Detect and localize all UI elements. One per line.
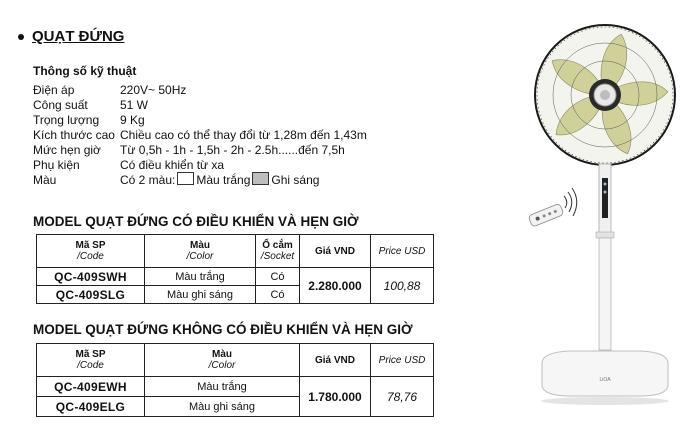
remote-control-image bbox=[528, 203, 564, 227]
cell-code: QC-409ELG bbox=[37, 397, 145, 417]
cell-socket: Có bbox=[256, 268, 300, 286]
header-color: Màu /Color bbox=[145, 235, 256, 268]
header-code: Mã SP /Code bbox=[37, 344, 145, 377]
fan-stand bbox=[541, 164, 669, 405]
cell-price-usd: 100,88 bbox=[371, 268, 434, 304]
fan-head bbox=[535, 25, 675, 165]
spec-value: Có điều khiển từ xa bbox=[120, 158, 225, 172]
spec-label: Trọng lượng bbox=[33, 113, 100, 127]
header-price-usd: Price USD bbox=[371, 235, 434, 268]
table-row bbox=[37, 377, 434, 397]
spec-row bbox=[33, 82, 186, 98]
spec-row-color bbox=[33, 172, 319, 188]
bullet-icon bbox=[18, 34, 24, 40]
header-code: Mã SP /Code bbox=[37, 235, 145, 268]
cell-color: Màu ghi sáng bbox=[145, 397, 300, 417]
signal-waves-icon bbox=[564, 188, 577, 216]
table2-heading: MODEL QUẠT ĐỨNG KHÔNG CÓ ĐIỀU KHIỂN VÀ HẸN GIỜ bbox=[33, 322, 413, 337]
table2 bbox=[36, 343, 434, 417]
spec-value: 51 W bbox=[120, 98, 149, 112]
spec-row bbox=[33, 157, 224, 173]
cell-color: Màu ghi sáng bbox=[145, 286, 256, 304]
cell-price-vnd: 1.780.000 bbox=[300, 377, 371, 417]
grey-swatch bbox=[252, 172, 269, 185]
header-color: Màu /Color bbox=[145, 344, 300, 377]
page-title: QUẠT ĐỨNG bbox=[18, 28, 124, 45]
cell-code: QC-409SLG bbox=[37, 286, 145, 304]
stand-fan-image bbox=[500, 18, 690, 408]
spec-value: Chiều cao có thể thay đổi từ 1,28m đến 1,43m bbox=[120, 128, 367, 142]
cell-color: Màu trắng bbox=[145, 268, 256, 286]
cell-socket: Có bbox=[256, 286, 300, 304]
cell-code: QC-409EWH bbox=[37, 377, 145, 397]
cell-color: Màu trắng bbox=[145, 377, 300, 397]
brand-logo: LiOA bbox=[599, 377, 611, 383]
cell-price-usd: 78,76 bbox=[371, 377, 434, 417]
specs-heading: Thông số kỹ thuật bbox=[33, 64, 137, 78]
spec-label: Công suất bbox=[33, 98, 88, 112]
spec-value: 9 Kg bbox=[120, 113, 145, 127]
header-price-usd: Price USD bbox=[371, 344, 434, 377]
spec-row bbox=[33, 97, 148, 113]
cell-price-vnd: 2.280.000 bbox=[300, 268, 371, 304]
header-price-vnd: Giá VND bbox=[300, 344, 371, 377]
color-white-label: Màu trắng bbox=[196, 173, 251, 187]
spec-row bbox=[33, 127, 367, 143]
spec-label: Kích thước cao bbox=[33, 128, 115, 142]
header-price-vnd: Giá VND bbox=[300, 235, 371, 268]
table1 bbox=[36, 234, 434, 304]
spec-label: Màu bbox=[33, 173, 57, 187]
spec-value: 220V~ 50Hz bbox=[120, 83, 187, 97]
spec-row bbox=[33, 112, 145, 128]
spec-row bbox=[33, 142, 345, 158]
spec-label: Mức hẹn giờ bbox=[33, 143, 101, 157]
table1-heading: MODEL QUẠT ĐỨNG CÓ ĐIỀU KHIỂN VÀ HẸN GIỜ bbox=[33, 214, 359, 229]
color-prefix: Có 2 màu: bbox=[120, 173, 176, 187]
spec-label: Phụ kiện bbox=[33, 158, 80, 172]
spec-value: Từ 0,5h - 1h - 1,5h - 2h - 2.5h......đến 7,5h bbox=[120, 143, 345, 157]
color-grey-label: Ghi sáng bbox=[271, 173, 320, 187]
header-socket: Ổ cắm /Socket bbox=[256, 235, 300, 268]
white-swatch bbox=[177, 172, 194, 185]
table-row bbox=[37, 268, 434, 286]
spec-label: Điện áp bbox=[33, 83, 75, 97]
cell-code: QC-409SWH bbox=[37, 268, 145, 286]
